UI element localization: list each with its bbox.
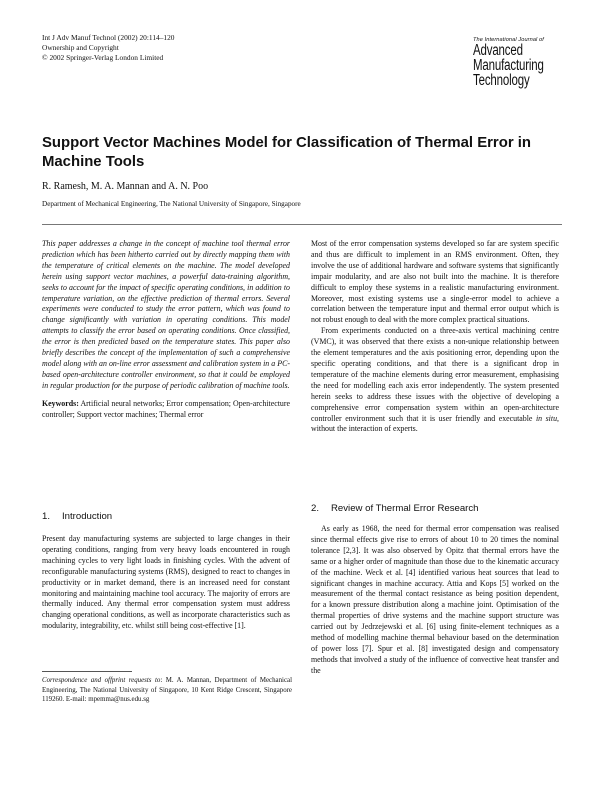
- section-2-title: Review of Thermal Error Research: [331, 503, 479, 514]
- section-1-title: Introduction: [62, 511, 113, 522]
- correspondence-note: [42, 676, 292, 705]
- section-1-text: Present day manufacturing systems are subjected to large changes in their operating conditions, ranging from very heavy loads encountered in rough machining cycles to very light loads in finishing cycles. With the advent of reconfigurable manufacturing systems (RMS), designed to react to changes in productivity or in market demand, there is an increased need for constant monitoring and maintaining machine tool accuracy. The majority of errors are thermally induced. Any thermal error compensation system must address changing operational conditions, as well as incorporate characteristics such as modularity, integrability, etc. whilst still being cost-effective [1].: [42, 534, 290, 631]
- left-column: [42, 239, 290, 421]
- copyright-line: © 2002 Springer-Verlag London Limited: [42, 53, 164, 62]
- keywords-list: Artificial neural networks; Error compensation; Open-architecture controller; Support vector machines; Thermal error: [42, 398, 290, 419]
- article-title: Support Vector Machines Model for Classification of Thermal Error in Machine Tools: [42, 135, 531, 170]
- title-rule: [42, 224, 562, 225]
- right-column: [311, 239, 559, 435]
- right-para-1: Most of the error compensation systems developed so far are system specific and thus are difficult to implement in an RMS environment. Often, they involve the use of additional hardware and software systems that significantly impair modularity, and are also not built into the machine. It is therefore difficult to employ these systems in a realistic manufacturing environment. Moreover, most existing systems use a single-error model to achieve a correlation between the temperature input and thermal error output which is not robust enough to deal with the more complex practical situations.: [311, 239, 559, 325]
- citation-line: Int J Adv Manuf Technol (2002) 20:114–120: [42, 33, 175, 42]
- section-2-body: [311, 524, 559, 677]
- journal-kicker: The International Journal of: [473, 37, 544, 43]
- section-2-heading: [311, 503, 479, 514]
- footnote-rule: [42, 671, 132, 672]
- journal-name-line1: Advanced: [473, 42, 523, 59]
- section-2-text: As early as 1968, the need for thermal error compensation was realised since thermal effects give rise to errors of about 10 to 20 times the nominal tolerance [2,3]. It was also observed by Opitz that thermal errors have the same or a higher order of magnitude than those due to the kinematic accuracy of the machine. Weck et al. [4] identified various heat sources that lead to significant changes in machine accuracy. Attia and Kops [5] worked on the measurement of the thermal contact resistance as being position dependent, for a known pressure distribution along a machine joint. Optimisation of the thermal properties of drive systems and the machine support structure was carried out by Jedrzejewski et al. [6] using finite-element techniques as a method of modelling machine thermal behaviour based on the determination of power loss [7]. Spur et al. [8] investigated design and compensatory methods that involved a study of the influence of convective heat transfer and the: [311, 524, 559, 675]
- right-para-2-start: From experiments conducted on a three-axis vertical machining centre (VMC), it was observed that there exists a non-unique relationship between the element temperatures and the axis positioning error, depending upon the specific operating conditions, and that there is a significant drop in temperature of the machine elements during error measurement, emphasising the need for modelling each axis error independently. The system presented herein seeks to address these issues with the objective of developing a comprehensive error compensation system within an open-architecture controller environment such that it is user friendly and executable: [311, 326, 559, 423]
- affiliation: Department of Mechanical Engineering, The National University of Singapore, Singapore: [42, 200, 301, 208]
- abstract: This paper addresses a change in the concept of machine tool thermal error prediction which has been hitherto carried out by directly mapping them with the temperature of critical elements on the machine. The model developed herein using support vector machines, a powerful data-training algorithm, seeks to account for the impact of specific operating conditions, in addition to temperature variation, on the effective prediction of thermal errors. Several experiments were conducted to study the error pattern, which was found to change significantly with variation in operating conditions. This model attempts to classify the error based on operating conditions. Once classified, the error is then predicted based on the temperature states. This paper also briefly describes the concept of the implementation of such a comprehensive model along with an on-line error assessment and calibration system in a PC-based open-architecture controller environment, so that it could be employed in regular production for the purpose of periodic calibration of machine tools.: [42, 239, 290, 390]
- journal-name-line3: Technology: [473, 72, 530, 89]
- section-1-heading: [42, 511, 112, 522]
- section-1-body: [42, 534, 290, 632]
- correspondence-text: : M. A. Mannan, Department of Mechanical Engineering, The National University of Singapore, 10 Kent Ridge Crescent, Singapore 119260. E-mail: mpemma@nus.edu.sg: [42, 677, 293, 704]
- journal-logo: [473, 37, 561, 88]
- right-para-2: [311, 326, 559, 435]
- section-2-number: 2.: [311, 503, 320, 514]
- section-1-number: 1.: [42, 511, 51, 522]
- right-para-2-end: , without the interaction of experts.: [311, 413, 559, 434]
- right-para-2-emphasis: in situ: [535, 413, 558, 423]
- authors: R. Ramesh, M. A. Mannan and A. N. Poo: [42, 181, 209, 192]
- ownership-line: Ownership and Copyright: [42, 43, 119, 52]
- keywords: [42, 399, 290, 421]
- correspondence-label: Correspondence and offprint requests to: [42, 677, 161, 684]
- journal-name-line2: Manufacturing: [473, 57, 544, 74]
- keywords-label: Keywords:: [42, 398, 79, 408]
